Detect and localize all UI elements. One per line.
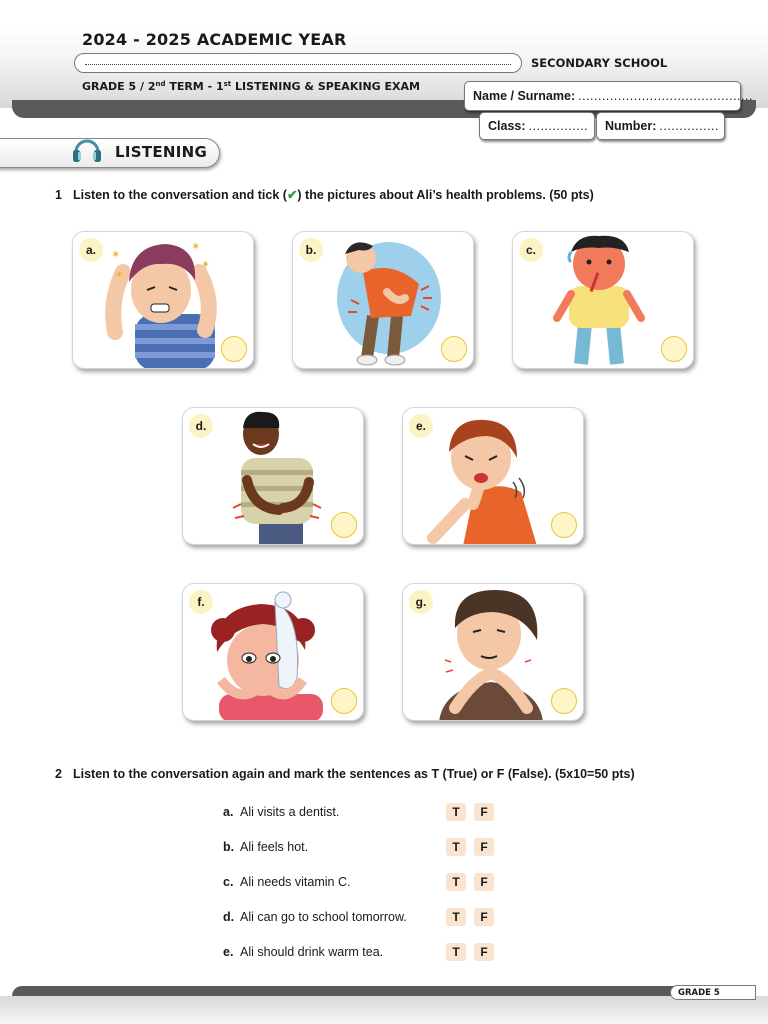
- school-label: SECONDARY SCHOOL: [531, 56, 668, 70]
- exam-subtitle: [82, 80, 420, 93]
- question-text: Listen to the conversation and tick (: [73, 188, 287, 202]
- question-number: 1: [55, 188, 62, 202]
- tick-circle-g[interactable]: [551, 688, 577, 714]
- picture-card-b: [292, 231, 474, 369]
- footer-grade-tag: GRADE 5: [670, 985, 756, 1000]
- picture-letter: c.: [519, 238, 543, 262]
- statement-text: Ali should drink warm tea.: [240, 945, 384, 959]
- question-number: 2: [55, 767, 62, 781]
- false-option[interactable]: F: [474, 803, 494, 821]
- tick-circle-f[interactable]: [331, 688, 357, 714]
- name-surname-field[interactable]: [464, 81, 753, 111]
- picture-card-a: [72, 231, 254, 369]
- true-option[interactable]: T: [446, 908, 466, 926]
- exam-grade: GRADE 5 / 2: [82, 80, 156, 93]
- false-option[interactable]: F: [474, 943, 494, 961]
- svg-text:✶: ✶: [111, 249, 121, 261]
- statement-text: Ali feels hot.: [240, 840, 309, 854]
- picture-letter: b.: [299, 238, 323, 262]
- exam-term-suffix: st: [223, 80, 232, 88]
- picture-card-g: [402, 583, 584, 721]
- headphones-icon: [70, 132, 104, 166]
- false-option[interactable]: F: [474, 838, 494, 856]
- true-option[interactable]: T: [446, 943, 466, 961]
- class-label: Class:: [488, 119, 526, 133]
- svg-text:✶: ✶: [115, 270, 124, 281]
- picture-card-f: [182, 583, 364, 721]
- statement-key: b.: [223, 840, 235, 854]
- statement-key: d.: [223, 910, 235, 924]
- true-option[interactable]: T: [446, 838, 466, 856]
- tick-circle-d[interactable]: [331, 512, 357, 538]
- statement-key: c.: [223, 875, 234, 889]
- tick-circle-b[interactable]: [441, 336, 467, 362]
- picture-letter: f.: [189, 590, 213, 614]
- exam-type: LISTENING & SPEAKING EXAM: [231, 80, 420, 93]
- tick-circle-e[interactable]: [551, 512, 577, 538]
- statement-row-c: [223, 873, 503, 893]
- true-option[interactable]: T: [446, 803, 466, 821]
- svg-text:✶: ✶: [201, 259, 211, 271]
- statement-row-b: [223, 838, 503, 858]
- exam-term: TERM - 1: [165, 80, 224, 93]
- picture-card-e: [402, 407, 584, 545]
- picture-card-c: [512, 231, 694, 369]
- tick-circle-a[interactable]: [221, 336, 247, 362]
- exam-grade-suffix: nd: [155, 80, 166, 88]
- name-surname-dots: ............................................: [578, 89, 753, 103]
- tick-circle-c[interactable]: [661, 336, 687, 362]
- question-2: [55, 767, 635, 781]
- picture-card-d: [182, 407, 364, 545]
- true-option[interactable]: T: [446, 873, 466, 891]
- name-surname-label: Name / Surname:: [473, 89, 576, 103]
- class-dots: ...............: [528, 119, 589, 133]
- number-label: Number:: [605, 119, 657, 133]
- false-option[interactable]: F: [474, 873, 494, 891]
- false-option[interactable]: F: [474, 908, 494, 926]
- svg-text:✶: ✶: [191, 241, 201, 253]
- school-name-field[interactable]: [74, 53, 522, 73]
- statement-key: e.: [223, 945, 234, 959]
- statement-text: Ali can go to school tomorrow.: [240, 910, 407, 924]
- statement-row-a: [223, 803, 503, 823]
- question-text-end: ) the pictures about Ali’s health problems. (50 pts): [297, 188, 594, 202]
- picture-letter: g.: [409, 590, 433, 614]
- footer-band: [0, 996, 768, 1024]
- statement-text: Ali visits a dentist.: [240, 805, 340, 819]
- picture-letter: d.: [189, 414, 213, 438]
- class-field[interactable]: [479, 112, 595, 140]
- school-name-dots: [85, 64, 511, 65]
- picture-letter: a.: [79, 238, 103, 262]
- question-text: Listen to the conversation again and mark the sentences as T (True) or F (False). (5x10=50 pts): [73, 767, 635, 781]
- tick-mark-icon: ✔: [286, 188, 298, 202]
- statement-key: a.: [223, 805, 234, 819]
- number-field[interactable]: [596, 112, 725, 140]
- section-title: LISTENING: [115, 143, 208, 161]
- question-1: [55, 187, 594, 202]
- statement-row-d: [223, 908, 503, 928]
- number-dots: ...............: [659, 119, 719, 133]
- picture-letter: e.: [409, 414, 433, 438]
- statement-row-e: [223, 943, 503, 963]
- page-title: 2024 - 2025 ACADEMIC YEAR: [82, 30, 347, 49]
- statement-text: Ali needs vitamin C.: [240, 875, 351, 889]
